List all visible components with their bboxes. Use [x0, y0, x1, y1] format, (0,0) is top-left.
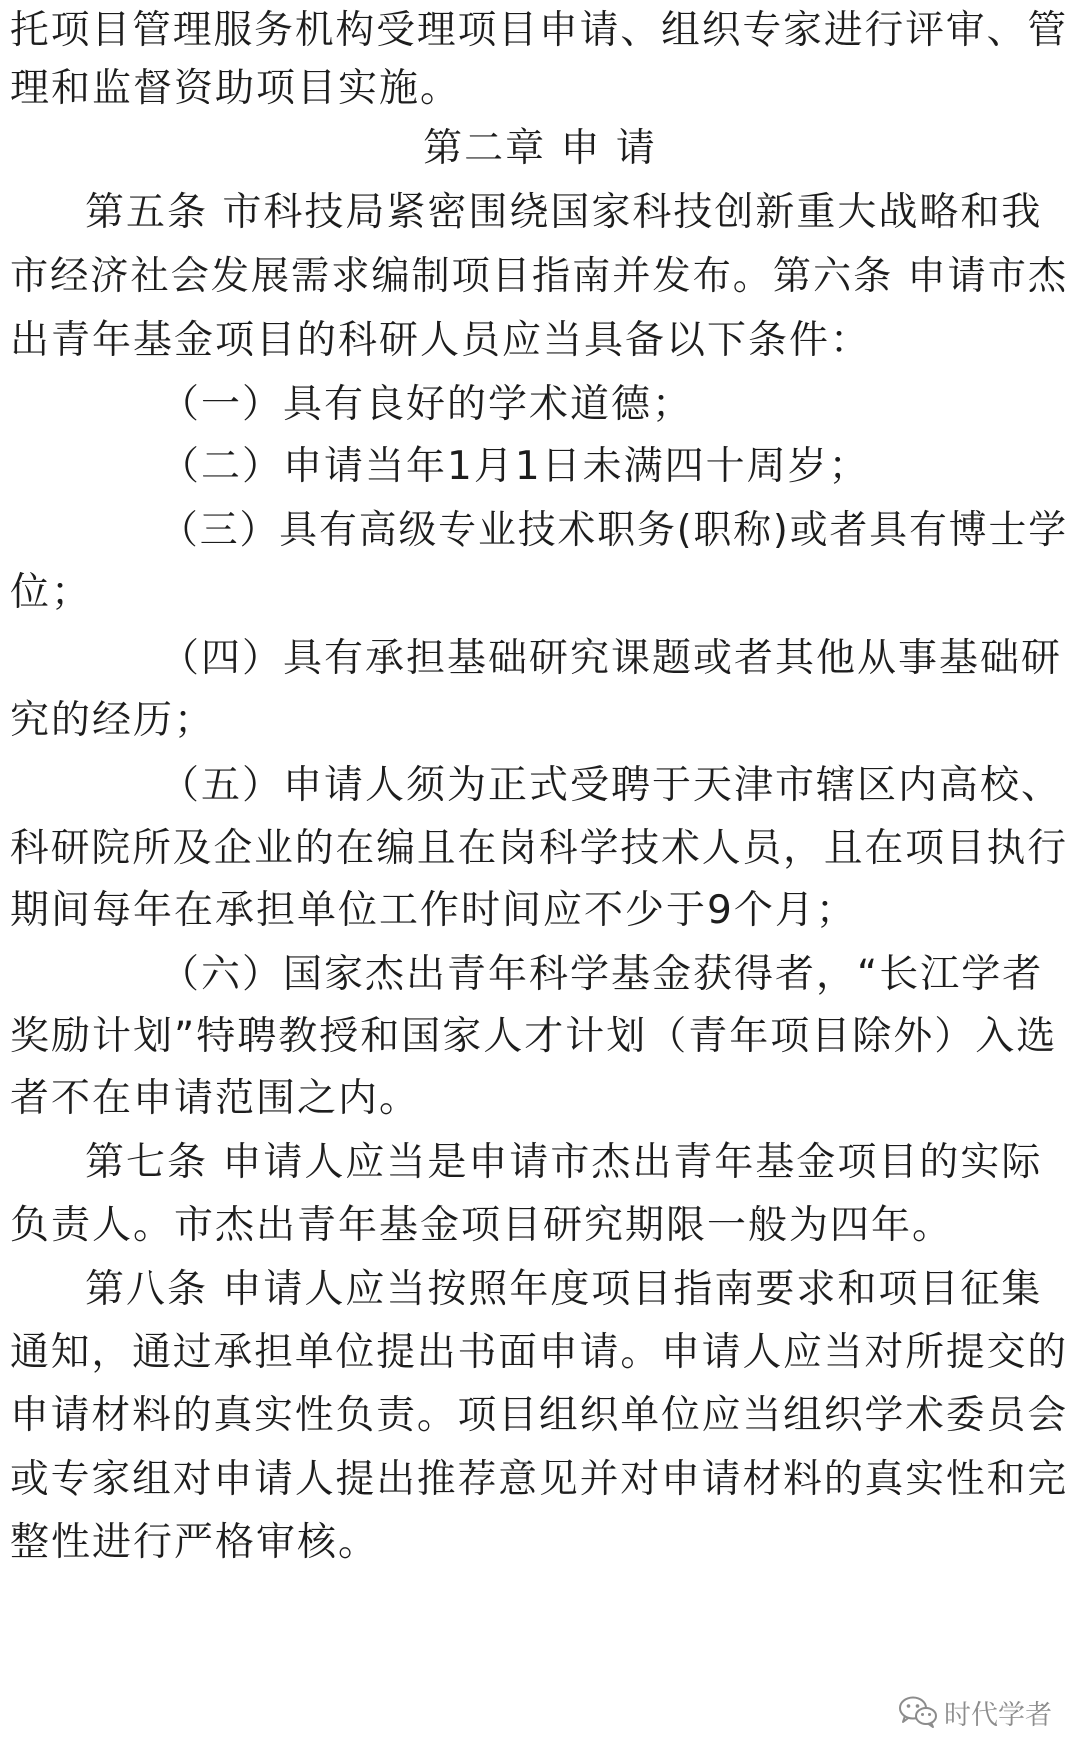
watermark: [898, 1690, 1052, 1734]
list-item: （二）申请当年1月1日未满四十周岁；: [160, 444, 870, 489]
text-line: 期间每年在承担单位工作时间应不少于9个月；: [10, 888, 857, 933]
list-item: （四）具有承担基础研究课题或者其他从事基础研: [160, 636, 1063, 681]
list-item: （五）申请人须为正式受聘于天津市辖区内高校、: [160, 763, 1063, 808]
text-line: 或专家组对申请人提出推荐意见并对申请材料的真实性和完: [10, 1457, 1069, 1502]
text-line: 整性进行严格审核。: [10, 1520, 380, 1565]
text-line: 第五条 市科技局紧密围绕国家科技创新重大战略和我: [85, 190, 1043, 235]
list-item: （三）具有高级专业技术职务(职称)或者具有博士学: [160, 508, 1068, 553]
chapter-heading: 第二章 申 请: [423, 126, 657, 171]
text-line: 申请材料的真实性负责。项目组织单位应当组织学术委员会: [10, 1393, 1069, 1438]
text-line: 市经济社会发展需求编制项目指南并发布。第六条 申请市杰: [10, 254, 1069, 299]
text-line: 通知，通过承担单位提出书面申请。申请人应当对所提交的: [10, 1330, 1069, 1375]
text-line: 者不在申请范围之内。: [10, 1076, 421, 1121]
text-line: 位；: [10, 570, 93, 615]
wechat-icon: [898, 1695, 938, 1729]
text-line: 托项目管理服务机构受理项目申请、组织专家进行评审、管: [10, 8, 1069, 53]
text-line: 究的经历；: [10, 698, 216, 743]
text-line: 科研院所及企业的在编且在岗科学技术人员，且在项目执行: [10, 826, 1069, 871]
list-item: （一）具有良好的学术道德；: [160, 382, 694, 427]
text-line: 理和监督资助项目实施。: [10, 66, 462, 111]
text-line: 第七条 申请人应当是申请市杰出青年基金项目的实际: [85, 1140, 1043, 1185]
text-line: 出青年基金项目的科研人员应当具备以下条件：: [10, 318, 872, 363]
list-item: （六）国家杰出青年科学基金获得者，“长江学者: [160, 952, 1044, 997]
text-line: 第八条 申请人应当按照年度项目指南要求和项目征集: [85, 1267, 1043, 1312]
text-line: 奖励计划”特聘教授和国家人才计划（青年项目除外）入选: [10, 1014, 1058, 1059]
watermark-text: 时代学者: [944, 1699, 1052, 1731]
text-line: 负责人。市杰出青年基金项目研究期限一般为四年。: [10, 1203, 954, 1248]
